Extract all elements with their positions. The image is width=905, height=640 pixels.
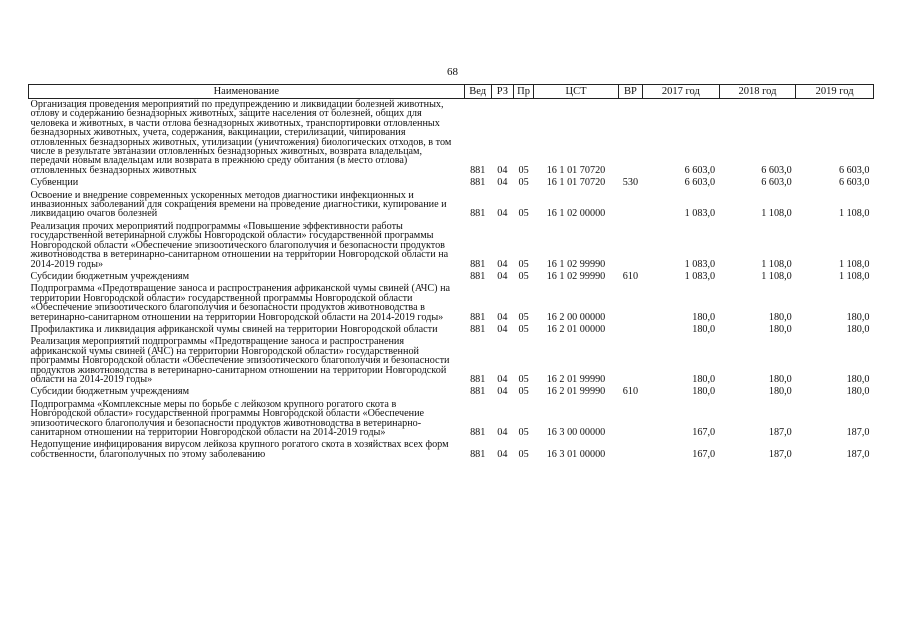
row-rz: 04 xyxy=(497,164,508,176)
row-cst: 16 1 02 99990 xyxy=(546,270,606,282)
header-vr: ВР xyxy=(618,85,642,99)
page-number: 68 xyxy=(447,66,458,78)
row-2019: 187,0 xyxy=(846,448,870,460)
row-ved: 881 xyxy=(470,164,486,176)
header-name: Наименование xyxy=(29,85,465,99)
table-row xyxy=(29,99,874,178)
row-2018: 6 603,0 xyxy=(761,164,792,176)
row-vr xyxy=(618,324,642,336)
row-vr: 610 xyxy=(622,386,639,398)
row-name: Организация проведения мероприятий по предупреждению и ликвидации болезней животных, отлову и содержанию безнадзорных животных, защите населения от болезней, общих для человека и животных, в части отлова безнадзорных животных, транспортировки отловленных безнадзорных животных, учета, содержания, вакцинации, стерилизации, чипирования отловленных безнадзорных животных, утилизации (уничтожения) биологических отходов, в том числе в результате эвтаназии отловленных безнадзорных животных, возврата владельцам, передачи новым владельцам или возврата в прежнюю среду обитания (в место отлова) отловленных безнадзорных животных xyxy=(30,99,452,176)
row-name: Подпрограмма «Комплексные меры по борьбе с лейкозом крупного рогатого скота в Новгородской области» государственной программы Новгородской области «Обеспечение эпизоотического благополучия и безопасности продуктов животноводства в ветеринарно-санитарном отношении на территории Новгородской области на 2014-2019 годы» xyxy=(30,398,425,438)
table-row xyxy=(29,399,874,440)
row-2019: 1 108,0 xyxy=(838,258,870,270)
row-2018: 187,0 xyxy=(768,448,792,460)
row-rz: 04 xyxy=(497,177,508,189)
row-pr: 05 xyxy=(518,164,529,176)
row-ved: 881 xyxy=(470,373,486,385)
row-cst: 16 2 01 99990 xyxy=(546,373,606,385)
row-rz: 04 xyxy=(497,427,508,438)
row-cst: 16 3 01 00000 xyxy=(546,448,606,460)
row-2017: 167,0 xyxy=(692,448,716,460)
row-cst: 16 2 01 99990 xyxy=(546,386,606,398)
table-row xyxy=(29,190,874,221)
row-2019: 180,0 xyxy=(846,386,870,398)
row-name: Субвенции xyxy=(30,177,79,189)
header-ved: Вед xyxy=(464,85,491,99)
row-2017: 180,0 xyxy=(692,386,716,398)
row-2017: 180,0 xyxy=(692,373,716,385)
row-ved: 881 xyxy=(470,177,486,189)
row-rz: 04 xyxy=(497,323,508,335)
row-cst: 16 2 01 00000 xyxy=(546,323,606,335)
header-rz: РЗ xyxy=(491,85,513,99)
row-2018: 187,0 xyxy=(768,427,792,438)
row-rz: 04 xyxy=(497,373,508,385)
table-header-row xyxy=(29,85,874,99)
row-2018: 1 108,0 xyxy=(761,270,792,282)
row-2019: 187,0 xyxy=(846,427,870,438)
row-2019: 1 108,0 xyxy=(838,208,870,220)
row-2019: 1 108,0 xyxy=(838,270,870,282)
row-pr: 05 xyxy=(518,311,529,323)
row-rz: 04 xyxy=(497,270,508,282)
row-2019: 180,0 xyxy=(846,311,870,323)
row-pr: 05 xyxy=(518,427,529,438)
row-2018: 6 603,0 xyxy=(761,177,792,189)
row-cst: 16 1 02 00000 xyxy=(546,208,606,220)
row-rz: 04 xyxy=(497,258,508,270)
row-2019: 180,0 xyxy=(846,323,870,335)
table-row xyxy=(29,386,874,398)
row-name: Профилактика и ликвидация африканской чумы свиней на территории Новгородской области xyxy=(30,323,438,335)
row-pr: 05 xyxy=(518,258,529,270)
row-ved: 881 xyxy=(470,311,486,323)
row-vr xyxy=(618,221,642,271)
row-pr: 05 xyxy=(518,208,529,220)
row-2017: 1 083,0 xyxy=(684,270,716,282)
row-ved: 881 xyxy=(470,323,486,335)
row-name: Субсидии бюджетным учреждениям xyxy=(30,386,190,398)
row-cst: 16 1 01 70720 xyxy=(546,177,606,189)
row-ved: 881 xyxy=(470,208,486,220)
table-row xyxy=(29,439,874,461)
table-row xyxy=(29,177,874,189)
row-vr xyxy=(618,283,642,324)
budget-table xyxy=(28,84,874,461)
row-cst: 16 3 00 00000 xyxy=(546,427,606,438)
row-pr: 05 xyxy=(518,386,529,398)
row-2019: 180,0 xyxy=(846,373,870,385)
table-row xyxy=(29,271,874,283)
row-ved: 881 xyxy=(470,427,486,438)
row-2017: 6 603,0 xyxy=(684,177,716,189)
row-vr: 530 xyxy=(622,177,639,189)
table-row xyxy=(29,283,874,324)
row-name: Недопущение инфицирования вирусом лейкоза крупного рогатого скота в хозяйствах всех форм собственности, благополучных по этому заболеванию xyxy=(30,439,449,460)
row-vr xyxy=(618,190,642,221)
table-row xyxy=(29,336,874,386)
row-name: Субсидии бюджетным учреждениям xyxy=(30,270,190,282)
row-vr xyxy=(618,399,642,440)
row-2018: 180,0 xyxy=(768,323,792,335)
header-pr: Пр xyxy=(513,85,533,99)
row-pr: 05 xyxy=(518,177,529,189)
row-pr: 05 xyxy=(518,373,529,385)
row-rz: 04 xyxy=(497,311,508,323)
row-name: Подпрограмма «Предотвращение заноса и распространения африканской чумы свиней (АЧС) на территории Новгородской области» государственной программы Новгородской области «Обеспечение эпизоотического благополучия и безопасности продуктов животноводства в ветеринарно-санитарном отношении на территории Новгородской области на 2014-2019 годы» xyxy=(30,283,451,323)
row-ved: 881 xyxy=(470,448,486,460)
header-2019: 2019 год xyxy=(796,85,874,99)
row-2017: 180,0 xyxy=(692,311,716,323)
row-2018: 1 108,0 xyxy=(761,258,792,270)
row-ved: 881 xyxy=(470,270,486,282)
row-2018: 180,0 xyxy=(768,311,792,323)
row-2019: 6 603,0 xyxy=(838,164,870,176)
row-rz: 04 xyxy=(497,208,508,220)
row-2017: 167,0 xyxy=(692,427,716,438)
row-2018: 180,0 xyxy=(768,373,792,385)
header-2017: 2017 год xyxy=(643,85,720,99)
row-pr: 05 xyxy=(518,323,529,335)
header-cst: ЦСТ xyxy=(534,85,619,99)
row-2017: 180,0 xyxy=(692,323,716,335)
row-vr: 610 xyxy=(622,270,639,282)
row-2019: 6 603,0 xyxy=(838,177,870,189)
row-ved: 881 xyxy=(470,258,486,270)
row-name: Освоение и внедрение современных ускоренных методов диагностики инфекционных и инвазионных заболеваний для сокращения времени на проведение диагностики, купирование и ликвидацию очагов болезней xyxy=(30,189,447,220)
row-pr: 05 xyxy=(518,448,529,460)
row-vr xyxy=(618,99,642,178)
table-row xyxy=(29,221,874,271)
table-row xyxy=(29,324,874,336)
row-name: Реализация прочих мероприятий подпрограммы «Повышение эффективности работы государственной ветеринарной службы Новгородской области» государственной программы Новгородской области «Обеспечение эпизоотического благополучия и безопасности продуктов животноводства в ветеринарно-санитарном отношении на территории Новгородской области на 2014-2019 годы» xyxy=(30,220,449,270)
row-2018: 1 108,0 xyxy=(761,208,792,220)
row-2017: 6 603,0 xyxy=(684,164,716,176)
row-2018: 180,0 xyxy=(768,386,792,398)
row-2017: 1 083,0 xyxy=(684,208,716,220)
header-2018: 2018 год xyxy=(719,85,796,99)
row-2017: 1 083,0 xyxy=(684,258,716,270)
row-pr: 05 xyxy=(518,270,529,282)
row-rz: 04 xyxy=(497,386,508,398)
row-vr xyxy=(618,439,642,461)
row-cst: 16 1 01 70720 xyxy=(546,164,606,176)
row-ved: 881 xyxy=(470,386,486,398)
row-name: Реализация мероприятий подпрограммы «Предотвращение заноса и распространения африканской чумы свиней (АЧС) на территории Новгородской области» государственной программы Новгородской области «Обеспечение эпизоотического благополучия и безопасности продуктов животноводства в ветеринарно-санитарном отношении на территории Новгородской области на 2014-2019 годы» xyxy=(30,336,450,385)
row-cst: 16 1 02 99990 xyxy=(546,258,606,270)
row-vr xyxy=(618,336,642,386)
row-rz: 04 xyxy=(497,448,508,460)
row-cst: 16 2 00 00000 xyxy=(546,311,606,323)
